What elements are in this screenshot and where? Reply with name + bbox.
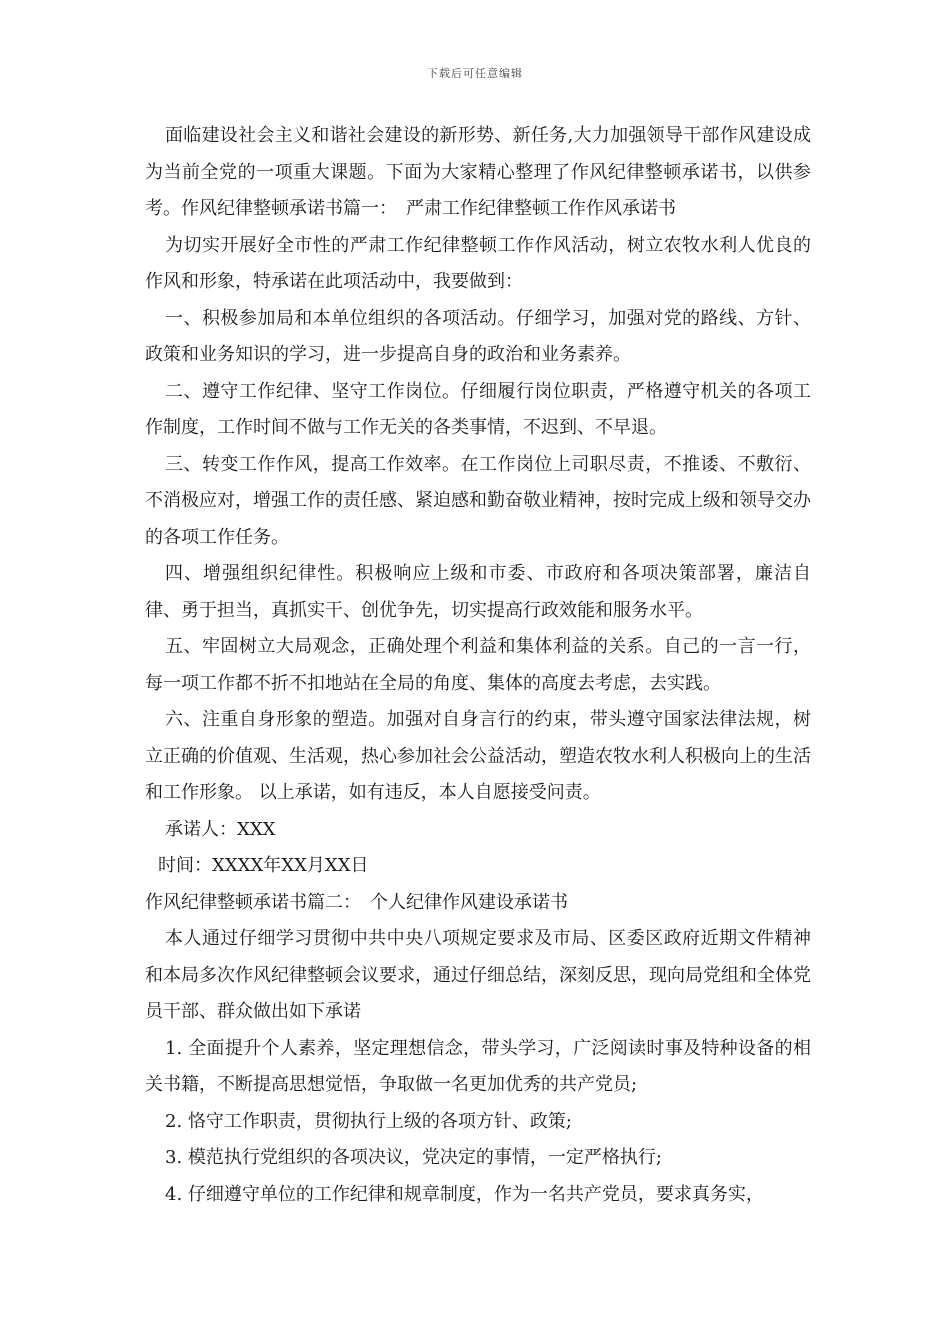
numbered-item-1: 1. 全面提升个人素养，坚定理想信念，带头学习，广泛阅读时事及特种设备的相关书籍，不断提高思想觉悟，争取做一名更加优秀的共产党员; (145, 1037, 811, 1095)
paragraph-intro: 面临建设社会主义和谐社会建设的新形势、新任务,大力加强领导干部作风建设成为当前全党的一项重大课题。下面为大家精心整理了作风纪律整顿承诺书，以供参考。作风纪律整顿承诺书篇一： 严肃工作纪律整顿工作作风承诺书 (145, 125, 811, 219)
section-two-heading: 作风纪律整顿承诺书篇二： 个人纪律作风建设承诺书 (145, 891, 568, 913)
paragraph-item-6: 六、注重自身形象的塑造。加强对自身言行的约束，带头遵守国家法律法规，树立正确的价值观、生活观，热心参加社会公益活动，塑造农牧水利人积极向上的生活和工作形象。 以上承诺，如有违反，本人自愿接受问责。 (145, 709, 811, 803)
paragraph-item-2: 二、遵守工作纪律、坚守工作岗位。仔细履行岗位职责，严格遵守机关的各项工作制度，工作时间不做与工作无关的各类事情，不迟到、不早退。 (145, 380, 811, 438)
numbered-item-4: 4. 仔细遵守单位的工作纪律和规章制度，作为一名共产党员，要求真务实， (165, 1183, 764, 1205)
paragraph-item-1: 一、积极参加局和本单位组织的各项活动。仔细学习，加强对党的路线、方针、政策和业务知识的学习，进一步提高自身的政治和业务素养。 (145, 307, 811, 365)
page-header: 下载后可任意编辑 (427, 67, 523, 80)
numbered-item-3: 3. 模范执行党组织的各项决议，党决定的事情，一定严格执行; (165, 1147, 662, 1168)
paragraph-section-two-intro: 本人通过仔细学习贯彻中共中央八项规定要求及市局、区委区政府近期文件精神和本局多次作风纪律整顿会议要求，通过仔细总结，深刻反思，现向局党组和全体党员干部、群众做出如下承诺 (145, 928, 811, 1022)
paragraph-item-3: 三、转变工作作风，提高工作效率。在工作岗位上司职尽责，不推诿、不敷衍、不消极应对，增强工作的责任感、紧迫感和勤奋敬业精神，按时完成上级和领导交办的各项工作任务。 (145, 453, 811, 548)
paragraph-item-4: 四、增强组织纪律性。积极响应上级和市委、市政府和各项决策部署，廉洁自律、勇于担当，真抓实干、创优争先，切实提高行政效能和服务水平。 (145, 563, 811, 621)
signer-line: 承诺人：XXX (165, 818, 276, 840)
paragraph-item-5: 五、牢固树立大局观念，正确处理个利益和集体利益的关系。自己的一言一行，每一项工作都不折不扣地站在全局的角度、集体的高度去考虑，去实践。 (145, 636, 811, 694)
numbered-item-2: 2. 恪守工作职责，贯彻执行上级的各项方针、政策; (165, 1110, 572, 1132)
document-body (145, 118, 811, 1213)
date-line: 时间：XXXX年XX月XX日 (158, 855, 369, 876)
paragraph-pledge-opening: 为切实开展好全市性的严肃工作纪律整顿工作作风活动，树立农牧水利人优良的作风和形象，特承诺在此项活动中，我要做到： (145, 234, 811, 292)
